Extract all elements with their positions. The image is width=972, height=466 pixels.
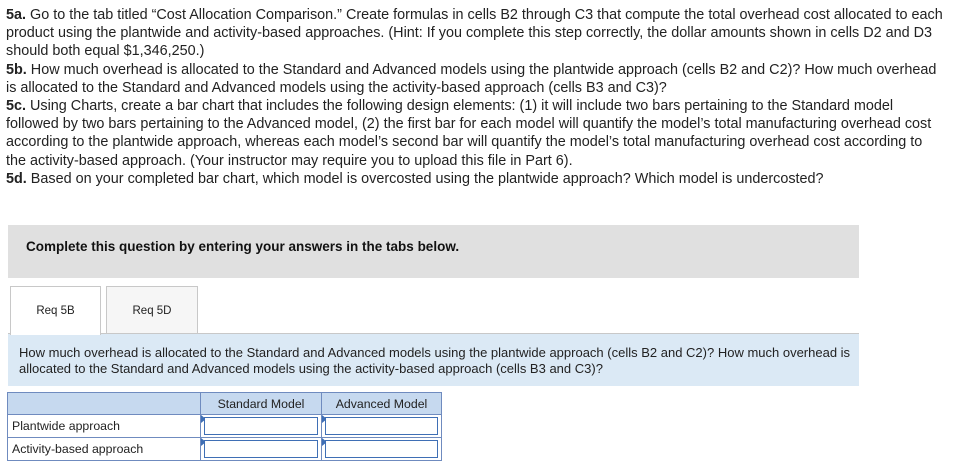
cell-plantwide-advanced [322,415,442,438]
question-5b [6,61,946,97]
activity-advanced-input[interactable] [325,440,438,458]
table-header-row [8,393,442,415]
answer-table [7,392,442,461]
cell-activity-advanced [322,438,442,461]
question-text [6,6,946,188]
question-5d [6,170,946,188]
plantwide-standard-input[interactable] [204,417,318,435]
instruction-text: Complete this question by entering your answers in the tabs below. [26,239,460,254]
table-row-activity-based [8,438,442,461]
header-advanced-model: Advanced Model [322,393,442,415]
table-row-plantwide [8,415,442,438]
question-5b-label: 5b. [6,61,27,78]
question-5c-text: Using Charts, create a bar chart that includes the following design elements: (1) it will include two bars pertaining to the Standard model followed by two bars pertaining to the Advanced model, (2) the first bar for each model will quantify the model’s total manufacturing overhead cost according to the plantwide approach, whereas each model’s second bar will quantify the model’s total manufacturing overhead cost according to the activity-based approach. (Your instructor may require you to upload this file in Part 6). [6,98,932,169]
header-blank [8,393,201,415]
question-5d-text: Based on your completed bar chart, which model is overcosted using the plantwide approach? Which model is undercosted? [26,170,824,187]
requirement-prompt [8,334,859,386]
question-5a [6,6,946,61]
cell-activity-standard [201,438,322,461]
header-standard-model: Standard Model [201,393,322,415]
row-label-plantwide: Plantwide approach [8,415,201,438]
tab-req-5d[interactable]: Req 5D [106,286,198,334]
question-5a-text: Go to the tab titled “Cost Allocation Comparison.” Create formulas in cells B2 through C3 that compute the total overhead cost allocated to each product using the plantwide and activity-based approaches. (Hint: If you complete this step correctly, the dollar amounts shown in cells D2 and D3 should both equal $1,346,250.) [6,7,943,60]
requirement-prompt-text: How much overhead is allocated to the Standard and Advanced models using the plantwide approach (cells B2 and C2)? How much overhead is allocated to the Standard and Advanced models using the activity-based approach (cells B3 and C3)? [19,345,851,376]
question-5a-label: 5a. [6,7,27,23]
question-5d-label: 5d. [6,170,27,187]
tab-req-5b[interactable]: Req 5B [10,286,101,335]
row-label-activity-based: Activity-based approach [8,438,201,461]
question-5c [6,97,946,170]
activity-standard-input[interactable] [204,440,318,458]
instruction-banner [8,225,859,278]
plantwide-advanced-input[interactable] [325,417,438,435]
question-5b-text: How much overhead is allocated to the Standard and Advanced models using the plantwide approach (cells B2 and C2)? How much overhead is allocated to the Standard and Advanced models using the activity-based approach (cells B3 and C3)? [6,61,937,96]
cell-plantwide-standard [201,415,322,438]
question-5c-label: 5c. [6,98,27,115]
